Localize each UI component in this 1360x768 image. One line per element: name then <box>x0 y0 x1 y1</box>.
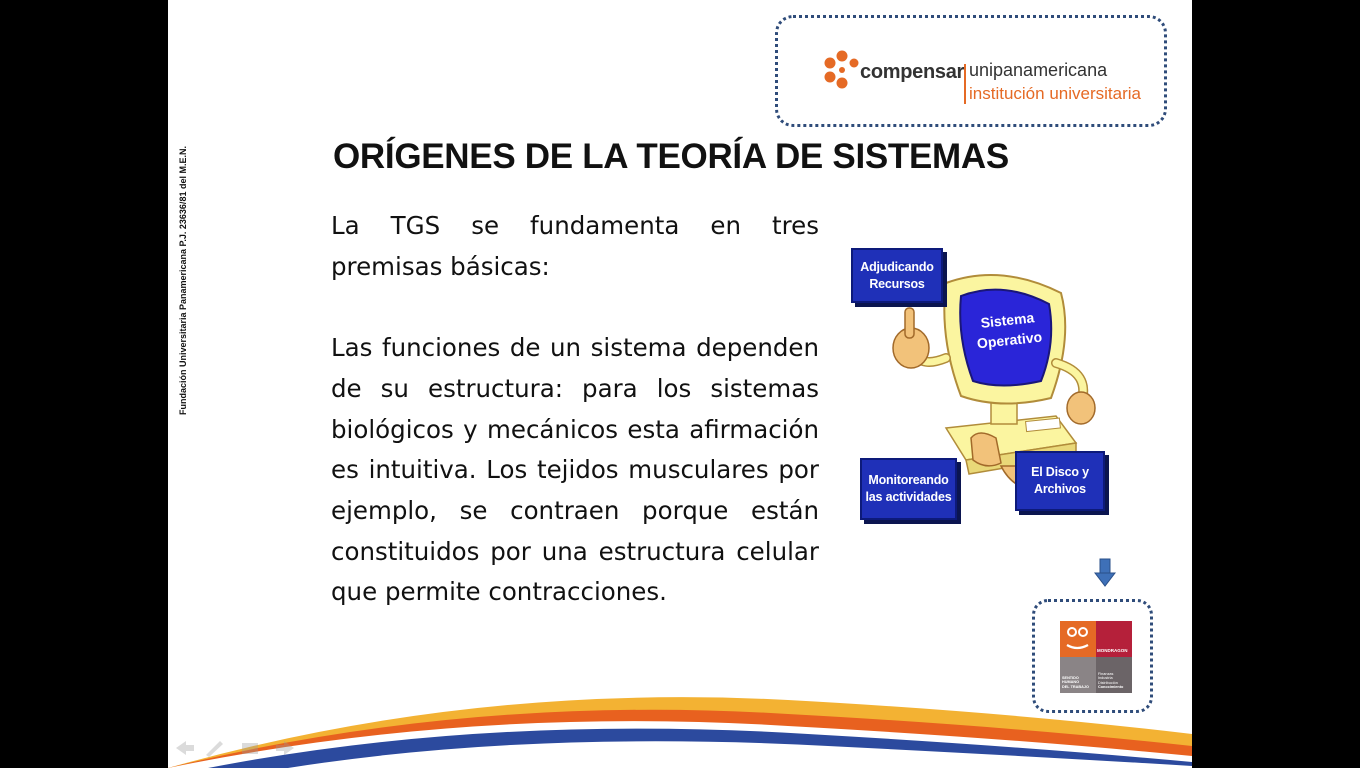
body-paragraph-2: Las funciones de un sistema dependen de su estructura: para los sistemas biológicos y mecánicos esta afirmación es intuitiva. Los tejidos musculares por ejemplo, se contraen porque están constituidos por una estructura celular que permite contracciones. <box>331 333 819 607</box>
vertical-caption-text: Fundación Universitaria Panamericana P.J. 23636/81 del M.E.N. <box>178 146 188 415</box>
left-caption-2: HUMANO <box>1062 680 1080 685</box>
slideshow-navigation[interactable] <box>174 738 294 758</box>
decorative-waves <box>168 688 1192 768</box>
body-paragraph-1: La TGS se fundamenta en tres premisas básicas: <box>331 211 819 281</box>
nav-menu-icon[interactable] <box>242 743 258 754</box>
nav-forward-icon[interactable] <box>276 741 294 755</box>
right-caption-2: Industria <box>1098 676 1113 681</box>
resources-box <box>851 248 943 303</box>
resources-line-1: Adjudicando <box>860 259 934 274</box>
disk-files-line-2: Archivos <box>1034 482 1086 496</box>
logo-subtitle: institución universitaria <box>969 84 1141 103</box>
compensar-logo-icon <box>822 50 862 90</box>
mondragon-right-caption <box>1098 672 1123 690</box>
screen-line-1: Sistema <box>979 309 1035 331</box>
down-arrow-icon <box>1094 558 1116 588</box>
left-caption-1: SENTIDO <box>1062 676 1079 680</box>
screen-label <box>969 306 1048 354</box>
body-text <box>331 206 819 613</box>
nav-back-icon[interactable] <box>176 741 194 755</box>
left-caption-3: DEL TRABAJO <box>1062 684 1089 689</box>
monitoring-line-2: las actividades <box>865 490 952 504</box>
logo-brand: compensar <box>860 61 965 83</box>
logo-name: unipanamericana <box>969 60 1108 80</box>
screen-line-2: Operativo <box>976 328 1043 352</box>
disk-files-line-1: El Disco y <box>1031 465 1089 479</box>
monitoring-line-1: Monitoreando <box>868 473 949 487</box>
logo-separator <box>964 64 966 104</box>
right-caption-3: Distribución <box>1098 680 1118 685</box>
slide <box>168 0 1192 768</box>
operating-system-illustration <box>851 238 1116 528</box>
mondragon-brand: MONDRAGON <box>1097 648 1128 653</box>
institution-logo <box>775 15 1167 127</box>
vertical-caption <box>178 130 192 415</box>
nav-pen-icon[interactable] <box>206 741 223 757</box>
right-caption-1: Finanzas <box>1098 672 1114 676</box>
right-caption-4: Conocimiento <box>1098 685 1124 690</box>
slide-title: ORÍGENES DE LA TEORÍA DE SISTEMAS <box>333 137 1009 176</box>
monitoring-box <box>860 458 957 520</box>
disk-files-box <box>1015 451 1105 511</box>
resources-line-2: Recursos <box>869 276 925 291</box>
